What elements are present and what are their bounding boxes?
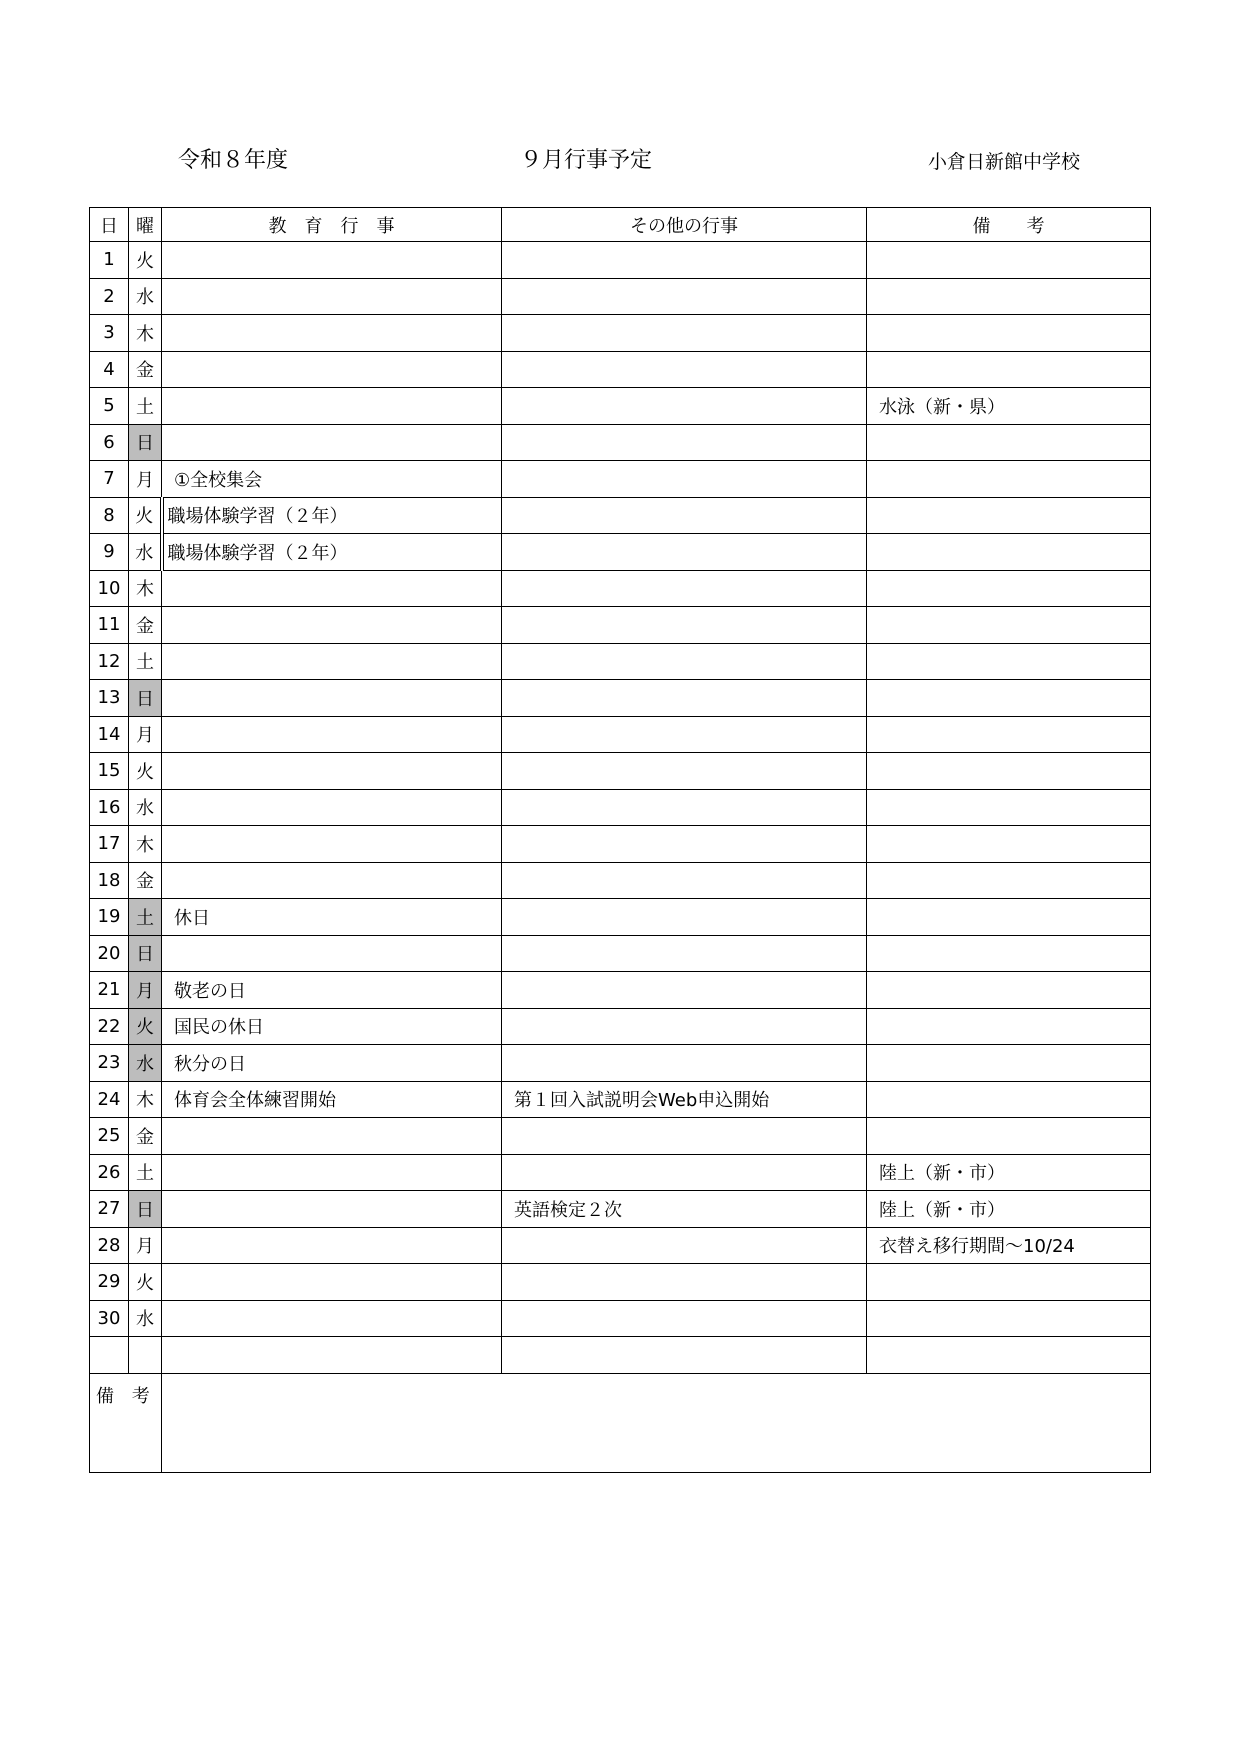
weekday-cell: 火 [129,1264,162,1301]
other-event-cell [502,1118,867,1155]
remarks-cell [867,789,1151,826]
education-event-cell [162,1191,502,1228]
weekday-cell: 土 [129,899,162,936]
weekday-cell: 金 [129,351,162,388]
other-event-cell [502,1227,867,1264]
day-cell: 15 [90,753,129,790]
fiscal-year-label: 令和８年度 [178,148,289,173]
other-event-cell [502,1154,867,1191]
remarks-cell [867,972,1151,1009]
education-event-cell: 職場体験学習（２年） [162,534,502,571]
day-cell: 6 [90,424,129,461]
education-event-cell: 国民の休日 [162,1008,502,1045]
table-row [90,1337,1151,1374]
other-event-cell [502,1008,867,1045]
weekday-cell: 木 [129,315,162,352]
education-event-cell [162,607,502,644]
other-event-cell [502,753,867,790]
day-cell: 19 [90,899,129,936]
remarks-cell [867,1008,1151,1045]
education-event-cell [162,315,502,352]
table-row [90,862,1151,899]
other-event-cell [502,716,867,753]
column-header-education: 教 育 行 事 [162,208,502,242]
weekday-cell: 水 [129,1045,162,1082]
day-cell: 29 [90,1264,129,1301]
remarks-cell [867,753,1151,790]
education-event-cell: 体育会全体練習開始 [162,1081,502,1118]
other-event-cell [502,461,867,498]
weekday-cell: 日 [129,1191,162,1228]
remarks-cell [867,1300,1151,1337]
day-cell: 30 [90,1300,129,1337]
education-event-cell [162,424,502,461]
remarks-cell [867,242,1151,279]
other-event-cell [502,534,867,571]
other-event-cell [502,972,867,1009]
remarks-cell [867,826,1151,863]
other-event-cell [502,862,867,899]
weekday-cell: 金 [129,1118,162,1155]
other-event-cell [502,935,867,972]
table-row [90,1081,1151,1118]
weekday-cell: 火 [129,242,162,279]
other-event-cell [502,643,867,680]
weekday-cell: 火 [129,753,162,790]
remarks-cell [867,315,1151,352]
remarks-cell [867,680,1151,717]
remarks-cell: 水泳（新・県） [867,388,1151,425]
day-cell: 27 [90,1191,129,1228]
remarks-cell [867,1118,1151,1155]
weekday-cell: 木 [129,826,162,863]
weekday-cell: 土 [129,643,162,680]
schedule-table [89,207,1151,1473]
other-event-cell: 英語検定２次 [502,1191,867,1228]
remarks-cell: 陸上（新・市） [867,1191,1151,1228]
education-event-cell [162,1227,502,1264]
remarks-cell [867,570,1151,607]
education-event-cell [162,643,502,680]
day-cell: 12 [90,643,129,680]
remarks-cell [867,935,1151,972]
remarks-cell [867,643,1151,680]
table-row [90,1191,1151,1228]
table-row [90,278,1151,315]
other-event-cell [502,1264,867,1301]
remarks-cell [867,461,1151,498]
remarks-cell [867,1081,1151,1118]
remarks-cell [867,351,1151,388]
day-cell: 20 [90,935,129,972]
other-event-cell [502,424,867,461]
education-event-cell [162,1118,502,1155]
other-event-cell: 第１回入試説明会Web申込開始 [502,1081,867,1118]
table-row [90,680,1151,717]
education-event-cell: 敬老の日 [162,972,502,1009]
column-header-other: その他の行事 [502,208,867,242]
education-event-cell [162,680,502,717]
remarks-cell [867,424,1151,461]
table-row [90,1227,1151,1264]
table-row [90,461,1151,498]
table-row [90,826,1151,863]
weekday-cell: 月 [129,1227,162,1264]
education-event-cell [162,388,502,425]
other-event-cell [502,497,867,534]
education-event-cell [162,1337,502,1374]
column-header-day: 日 [90,208,129,242]
weekday-cell: 火 [129,1008,162,1045]
weekday-cell [129,1337,162,1374]
day-cell: 24 [90,1081,129,1118]
other-event-cell [502,242,867,279]
remarks-cell: 衣替え移行期間～10/24 [867,1227,1151,1264]
remarks-cell [867,497,1151,534]
table-row [90,972,1151,1009]
remarks-cell [867,716,1151,753]
day-cell: 13 [90,680,129,717]
weekday-cell: 水 [129,789,162,826]
remarks-cell [867,862,1151,899]
education-event-cell [162,278,502,315]
weekday-cell: 水 [129,1300,162,1337]
table-row [90,315,1151,352]
education-event-cell [162,935,502,972]
notes-label: 備 考 [90,1373,162,1472]
education-event-cell [162,1300,502,1337]
weekday-cell: 土 [129,388,162,425]
weekday-cell: 金 [129,607,162,644]
weekday-cell: 土 [129,1154,162,1191]
education-event-cell [162,1264,502,1301]
remarks-cell [867,534,1151,571]
education-event-cell [162,789,502,826]
day-cell: 25 [90,1118,129,1155]
table-row [90,607,1151,644]
day-cell: 3 [90,315,129,352]
day-cell: 16 [90,789,129,826]
education-event-cell [162,351,502,388]
education-event-cell [162,570,502,607]
weekday-cell: 月 [129,972,162,1009]
other-event-cell [502,1045,867,1082]
remarks-cell [867,1045,1151,1082]
table-row [90,424,1151,461]
table-row [90,1118,1151,1155]
day-cell: 18 [90,862,129,899]
education-event-cell [162,716,502,753]
day-cell [90,1337,129,1374]
education-event-cell [162,862,502,899]
remarks-cell [867,278,1151,315]
column-header-remarks: 備 考 [867,208,1151,242]
other-event-cell [502,388,867,425]
weekday-cell: 水 [129,534,162,571]
day-cell: 1 [90,242,129,279]
day-cell: 22 [90,1008,129,1045]
table-row [90,534,1151,571]
table-row [90,643,1151,680]
weekday-cell: 日 [129,680,162,717]
day-cell: 2 [90,278,129,315]
day-cell: 28 [90,1227,129,1264]
other-event-cell [502,789,867,826]
table-row [90,899,1151,936]
day-cell: 9 [90,534,129,571]
day-cell: 10 [90,570,129,607]
notes-content [162,1373,1151,1472]
table-row [90,716,1151,753]
table-row [90,1154,1151,1191]
education-event-cell [162,1154,502,1191]
education-event-cell [162,242,502,279]
other-event-cell [502,351,867,388]
day-cell: 7 [90,461,129,498]
table-header-row [90,208,1151,242]
table-row [90,1264,1151,1301]
table-row [90,1300,1151,1337]
remarks-cell: 陸上（新・市） [867,1154,1151,1191]
day-cell: 14 [90,716,129,753]
table-row [90,351,1151,388]
weekday-cell: 火 [129,497,162,534]
education-event-cell: 休日 [162,899,502,936]
day-cell: 5 [90,388,129,425]
weekday-cell: 木 [129,1081,162,1118]
education-event-cell: ①全校集会 [162,461,502,498]
weekday-cell: 木 [129,570,162,607]
day-cell: 17 [90,826,129,863]
day-cell: 4 [90,351,129,388]
weekday-cell: 月 [129,461,162,498]
table-row [90,1045,1151,1082]
other-event-cell [502,278,867,315]
page-title: ９月行事予定 [520,148,653,173]
remarks-cell [867,607,1151,644]
other-event-cell [502,315,867,352]
table-row [90,753,1151,790]
other-event-cell [502,607,867,644]
table-row [90,497,1151,534]
weekday-cell: 月 [129,716,162,753]
education-event-cell: 秋分の日 [162,1045,502,1082]
day-cell: 21 [90,972,129,1009]
table-row [90,1008,1151,1045]
day-cell: 23 [90,1045,129,1082]
table-row [90,570,1151,607]
weekday-cell: 金 [129,862,162,899]
weekday-cell: 日 [129,424,162,461]
other-event-cell [502,1300,867,1337]
remarks-cell [867,899,1151,936]
other-event-cell [502,899,867,936]
school-name: 小倉日新館中学校 [928,151,1081,173]
day-cell: 11 [90,607,129,644]
weekday-cell: 水 [129,278,162,315]
weekday-cell: 日 [129,935,162,972]
table-row [90,935,1151,972]
remarks-cell [867,1264,1151,1301]
day-cell: 26 [90,1154,129,1191]
table-row [90,789,1151,826]
education-event-cell [162,753,502,790]
remarks-cell [867,1337,1151,1374]
education-event-cell [162,826,502,863]
table-row [90,242,1151,279]
day-cell: 8 [90,497,129,534]
table-row [90,388,1151,425]
notes-row [90,1373,1151,1472]
column-header-weekday: 曜 [129,208,162,242]
other-event-cell [502,1337,867,1374]
other-event-cell [502,680,867,717]
education-event-cell: 職場体験学習（２年） [162,497,502,534]
other-event-cell [502,826,867,863]
other-event-cell [502,570,867,607]
